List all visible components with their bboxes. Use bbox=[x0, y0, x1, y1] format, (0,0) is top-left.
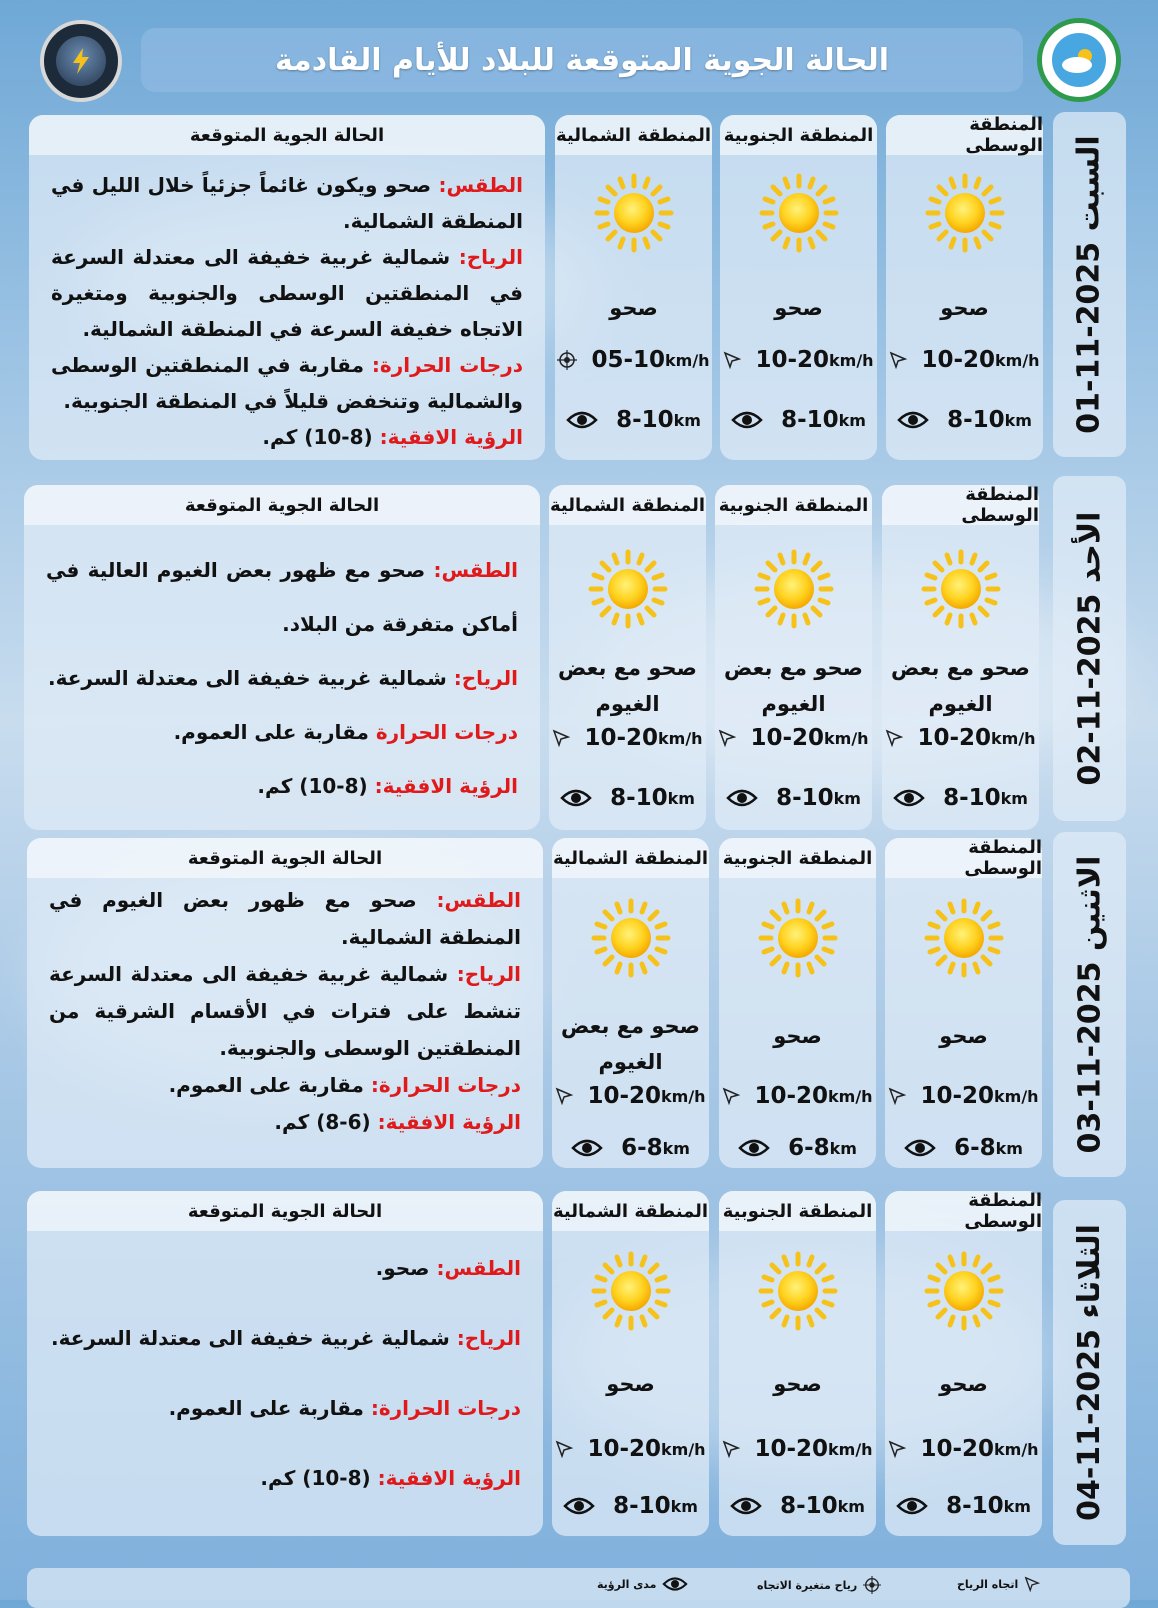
region-header: المنطقة الوسطى bbox=[886, 115, 1043, 155]
condition-text: صحو bbox=[939, 1372, 988, 1396]
wind-speed-value: 10-20 bbox=[587, 1083, 661, 1109]
weather-label: الطقس: bbox=[433, 558, 519, 582]
wind-speed-unit: km/h bbox=[828, 1086, 873, 1106]
wind-speed-unit: km/h bbox=[995, 350, 1040, 370]
wind-direction-arrow-icon bbox=[722, 1087, 740, 1105]
weather-text: صحو ويكون غائماً جزئياً خلال الليل في المنطقة الشمالية. bbox=[51, 173, 523, 233]
wind-speed-unit: km/h bbox=[994, 1439, 1039, 1459]
visibility-unit: km bbox=[833, 788, 861, 808]
wind-speed-unit: km/h bbox=[829, 350, 874, 370]
condition-text: صحو bbox=[773, 1024, 822, 1048]
visibility-value: 8-10 bbox=[781, 407, 839, 433]
visibility-unit: km bbox=[1003, 1496, 1031, 1516]
weather-dept-logo bbox=[40, 20, 122, 102]
wind-direction-arrow-icon bbox=[555, 1087, 573, 1105]
weather-text: صحو. bbox=[375, 1256, 430, 1280]
temperature-label: درجات الحرارة: bbox=[370, 1073, 521, 1097]
sun-icon bbox=[594, 173, 674, 253]
visibility bbox=[882, 785, 1039, 811]
visibility-value: 8-10 bbox=[947, 407, 1005, 433]
visibility-unit: km bbox=[1000, 788, 1028, 808]
wind-speed bbox=[549, 725, 706, 751]
sun-icon bbox=[591, 898, 671, 978]
visibility-text: (8-10) كم. bbox=[262, 425, 373, 449]
region-card-central bbox=[885, 838, 1042, 1168]
visibility bbox=[719, 1135, 876, 1161]
wind-speed bbox=[719, 1436, 876, 1462]
forecast-description bbox=[46, 543, 518, 813]
wind-text: شمالية غربية خفيفة الى معتدلة السرعة. bbox=[51, 1326, 450, 1350]
visibility-unit: km bbox=[673, 410, 701, 430]
forecast-description bbox=[51, 167, 523, 455]
eye-icon bbox=[662, 1576, 688, 1592]
visibility-unit: km bbox=[662, 1138, 690, 1158]
visibility-text: (8-10) كم. bbox=[260, 1466, 371, 1490]
temperature-text: مقاربة على العموم. bbox=[173, 720, 369, 744]
legend-visibility bbox=[597, 1576, 694, 1592]
condition-text: صحو bbox=[940, 296, 989, 320]
wind-direction-arrow-icon bbox=[723, 351, 741, 369]
region-header: المنطقة الجنوبية bbox=[719, 838, 876, 878]
region-header: المنطقة الجنوبية bbox=[715, 485, 872, 525]
forecast-description bbox=[49, 1233, 521, 1513]
wind-speed bbox=[552, 1436, 709, 1462]
visibility-value: 6-8 bbox=[621, 1135, 663, 1161]
region-header: المنطقة الشمالية bbox=[552, 838, 709, 878]
visibility-value: 8-10 bbox=[943, 785, 1001, 811]
sun-icon bbox=[758, 898, 838, 978]
condition-text: صحو مع بعض الغيوم bbox=[891, 656, 1030, 716]
legend-label: مدى الرؤية bbox=[597, 1577, 657, 1591]
eye-icon bbox=[904, 1138, 936, 1158]
eye-icon bbox=[731, 410, 763, 430]
day-date-label: الثلاثاء 2025-11-04 bbox=[1072, 1224, 1108, 1521]
forecast-description-panel bbox=[27, 1191, 543, 1536]
region-header: المنطقة الشمالية bbox=[555, 115, 712, 155]
sun-icon bbox=[591, 1251, 671, 1331]
legend-label: رياح متغيرة الاتجاه bbox=[757, 1578, 858, 1592]
wind-speed-value: 10-20 bbox=[921, 347, 995, 373]
temperature-label: درجات الحرارة: bbox=[371, 353, 524, 377]
visibility-unit: km bbox=[838, 410, 866, 430]
eye-icon bbox=[560, 788, 592, 808]
wind-speed bbox=[885, 1436, 1042, 1462]
wind-speed bbox=[719, 1083, 876, 1109]
wind-speed-unit: km/h bbox=[665, 350, 710, 370]
wind-speed-value: 10-20 bbox=[755, 347, 829, 373]
wind-label: الرياح: bbox=[453, 666, 518, 690]
visibility-value: 8-10 bbox=[613, 1493, 671, 1519]
visibility-unit: km bbox=[1004, 410, 1032, 430]
sun-icon bbox=[588, 549, 668, 629]
wind-speed-unit: km/h bbox=[661, 1439, 706, 1459]
region-header: المنطقة الجنوبية bbox=[720, 115, 877, 155]
wind-speed-unit: km/h bbox=[658, 728, 703, 748]
sun-icon bbox=[759, 173, 839, 253]
eye-icon bbox=[563, 1496, 595, 1516]
visibility-label: الرؤية الافقية: bbox=[377, 1466, 521, 1490]
region-card-central bbox=[885, 1191, 1042, 1536]
visibility-value: 8-10 bbox=[776, 785, 834, 811]
day-date-label: الأحد 2025-11-02 bbox=[1072, 511, 1107, 786]
wind-speed-value: 10-20 bbox=[587, 1436, 661, 1462]
visibility-label: الرؤية الافقية: bbox=[374, 774, 518, 798]
temperature-label: درجات الحرارة bbox=[375, 720, 518, 744]
wind-speed bbox=[882, 725, 1039, 751]
visibility-value: 8-10 bbox=[616, 407, 674, 433]
region-card-south bbox=[715, 485, 872, 830]
wind-speed-unit: km/h bbox=[991, 728, 1036, 748]
forecast-description bbox=[49, 882, 521, 1141]
eye-icon bbox=[566, 410, 598, 430]
forecast-description-panel bbox=[29, 115, 545, 460]
visibility-unit: km bbox=[829, 1138, 857, 1158]
weather-text: صحو مع ظهور بعض الغيوم العالية في أماكن متفرقة من البلاد. bbox=[46, 558, 518, 636]
region-header: المنطقة الشمالية bbox=[552, 1191, 709, 1231]
wind-text: شمالية غربية خفيفة الى معتدلة السرعة. bbox=[48, 666, 447, 690]
visibility bbox=[885, 1493, 1042, 1519]
day-label-panel bbox=[1053, 476, 1126, 821]
condition-text: صحو bbox=[609, 296, 658, 320]
forecast-description-panel bbox=[24, 485, 540, 830]
visibility bbox=[885, 1135, 1042, 1161]
wind-speed-value: 10-20 bbox=[920, 1083, 994, 1109]
variable-wind-icon bbox=[557, 350, 577, 370]
wind-speed-value: 10-20 bbox=[754, 1436, 828, 1462]
visibility-label: الرؤية الافقية: bbox=[377, 1110, 521, 1134]
wind-label: الرياح: bbox=[458, 245, 523, 269]
eye-icon bbox=[893, 788, 925, 808]
panel-header: الحالة الجوية المتوقعة bbox=[24, 485, 540, 525]
wind-direction-arrow-icon bbox=[552, 729, 570, 747]
visibility bbox=[552, 1135, 709, 1161]
sun-icon bbox=[925, 173, 1005, 253]
visibility-unit: km bbox=[995, 1138, 1023, 1158]
wind-direction-arrow-icon bbox=[722, 1440, 740, 1458]
eye-icon bbox=[571, 1138, 603, 1158]
region-card-central bbox=[882, 485, 1039, 830]
temperature-text: مقاربة على العموم. bbox=[168, 1396, 364, 1420]
wind-speed-unit: km/h bbox=[994, 1086, 1039, 1106]
panel-header: الحالة الجوية المتوقعة bbox=[29, 115, 545, 155]
condition-text: صحو bbox=[606, 1372, 655, 1396]
visibility-value: 6-8 bbox=[788, 1135, 830, 1161]
wind-direction-arrow-icon bbox=[718, 729, 736, 747]
visibility-unit: km bbox=[667, 788, 695, 808]
wind-text: شمالية غربية خفيفة الى معتدلة السرعة في المنطقتين الوسطى والجنوبية ومتغيرة الاتجاه خفيفة السرعة في المنطقة الشمالية. bbox=[51, 245, 523, 341]
wind-speed bbox=[552, 1083, 709, 1109]
wind-speed-unit: km/h bbox=[661, 1086, 706, 1106]
cloud-sun-icon bbox=[1059, 46, 1099, 74]
wind-speed-value: 10-20 bbox=[750, 725, 824, 751]
region-card-north bbox=[552, 1191, 709, 1536]
day-label-panel bbox=[1053, 1200, 1126, 1545]
wind-text: شمالية غربية خفيفة الى معتدلة السرعة تنشط على فترات في الأقسام الشرقية من المنطقتين الوسطى والجنوبية. bbox=[49, 962, 521, 1060]
sun-icon bbox=[758, 1251, 838, 1331]
temperature-text: مقاربة في المنطقتين الوسطى والشمالية وتنخفض قليلاً في المنطقة الجنوبية. bbox=[51, 353, 523, 413]
eye-icon bbox=[897, 410, 929, 430]
wind-direction-arrow-icon bbox=[889, 351, 907, 369]
wind-speed-value: 05-10 bbox=[591, 347, 665, 373]
legend-label: اتجاه الرياح bbox=[957, 1577, 1019, 1591]
legend-variable-wind bbox=[757, 1576, 887, 1594]
day-label-panel bbox=[1053, 832, 1126, 1177]
region-card-north bbox=[555, 115, 712, 460]
sun-icon bbox=[924, 1251, 1004, 1331]
wind-speed-value: 10-20 bbox=[917, 725, 991, 751]
legend-bar bbox=[27, 1568, 1130, 1608]
region-header: المنطقة الوسطى bbox=[885, 838, 1042, 878]
visibility bbox=[720, 407, 877, 433]
condition-text: صحو مع بعض الغيوم bbox=[558, 656, 697, 716]
condition-text: صحو bbox=[939, 1024, 988, 1048]
visibility bbox=[549, 785, 706, 811]
day-date-label: السبت 2025-11-01 bbox=[1072, 135, 1107, 434]
region-header: المنطقة الوسطى bbox=[885, 1191, 1042, 1231]
region-header: المنطقة الجنوبية bbox=[719, 1191, 876, 1231]
wind-label: الرياح: bbox=[456, 1326, 521, 1350]
visibility-value: 8-10 bbox=[946, 1493, 1004, 1519]
visibility-unit: km bbox=[670, 1496, 698, 1516]
forecast-description-panel bbox=[27, 838, 543, 1168]
eye-icon bbox=[726, 788, 758, 808]
sun-icon bbox=[921, 549, 1001, 629]
page-title: الحالة الجوية المتوقعة للبلاد للأيام القادمة bbox=[274, 42, 890, 78]
wind-speed bbox=[555, 347, 712, 373]
eye-icon bbox=[730, 1496, 762, 1516]
wind-speed-value: 10-20 bbox=[754, 1083, 828, 1109]
visibility-label: الرؤية الافقية: bbox=[379, 425, 523, 449]
visibility-unit: km bbox=[837, 1496, 865, 1516]
visibility bbox=[555, 407, 712, 433]
condition-text: صحو مع بعض الغيوم bbox=[724, 656, 863, 716]
wind-speed-value: 10-20 bbox=[584, 725, 658, 751]
region-card-north bbox=[549, 485, 706, 830]
wind-speed-unit: km/h bbox=[828, 1439, 873, 1459]
wind-direction-arrow-icon bbox=[885, 729, 903, 747]
wind-speed-unit: km/h bbox=[824, 728, 869, 748]
visibility bbox=[552, 1493, 709, 1519]
weather-label: الطقس: bbox=[438, 173, 523, 197]
wind-label: الرياح: bbox=[456, 962, 521, 986]
region-header: المنطقة الشمالية bbox=[549, 485, 706, 525]
region-card-south bbox=[720, 115, 877, 460]
variable-wind-icon bbox=[863, 1576, 881, 1594]
weather-label: الطقس: bbox=[436, 888, 521, 912]
region-card-north bbox=[552, 838, 709, 1168]
condition-text: صحو bbox=[774, 296, 823, 320]
meteorological-authority-logo bbox=[1037, 18, 1121, 102]
condition-text: صحو مع بعض الغيوم bbox=[561, 1014, 700, 1074]
temperature-text: مقاربة على العموم. bbox=[168, 1073, 364, 1097]
eye-icon bbox=[896, 1496, 928, 1516]
wind-speed bbox=[715, 725, 872, 751]
weather-text: صحو مع ظهور بعض الغيوم في المنطقة الشمالية. bbox=[49, 888, 521, 949]
visibility-value: 6-8 bbox=[954, 1135, 996, 1161]
visibility bbox=[719, 1493, 876, 1519]
visibility bbox=[886, 407, 1043, 433]
region-card-central bbox=[886, 115, 1043, 460]
wind-direction-arrow-icon bbox=[888, 1440, 906, 1458]
condition-text: صحو bbox=[773, 1372, 822, 1396]
panel-header: الحالة الجوية المتوقعة bbox=[27, 1191, 543, 1231]
region-header: المنطقة الوسطى bbox=[882, 485, 1039, 525]
sun-icon bbox=[924, 898, 1004, 978]
day-date-label: الاثنين 2025-11-03 bbox=[1072, 855, 1108, 1154]
visibility-value: 8-10 bbox=[610, 785, 668, 811]
region-card-south bbox=[719, 1191, 876, 1536]
wind-speed bbox=[720, 347, 877, 373]
day-label-panel bbox=[1053, 112, 1126, 457]
region-card-south bbox=[719, 838, 876, 1168]
lightning-icon bbox=[66, 46, 96, 76]
visibility bbox=[715, 785, 872, 811]
visibility-value: 8-10 bbox=[780, 1493, 838, 1519]
wind-speed-value: 10-20 bbox=[920, 1436, 994, 1462]
visibility-text: (8-10) كم. bbox=[257, 774, 368, 798]
wind-direction-arrow-icon bbox=[1024, 1576, 1040, 1592]
panel-header: الحالة الجوية المتوقعة bbox=[27, 838, 543, 878]
visibility-text: (6-8) كم. bbox=[274, 1110, 371, 1134]
header-bar bbox=[141, 28, 1023, 92]
weather-label: الطقس: bbox=[436, 1256, 521, 1280]
temperature-label: درجات الحرارة: bbox=[370, 1396, 521, 1420]
wind-speed bbox=[886, 347, 1043, 373]
eye-icon bbox=[738, 1138, 770, 1158]
wind-direction-arrow-icon bbox=[888, 1087, 906, 1105]
wind-direction-arrow-icon bbox=[555, 1440, 573, 1458]
wind-speed bbox=[885, 1083, 1042, 1109]
legend-wind-direction bbox=[957, 1576, 1046, 1592]
sun-icon bbox=[754, 549, 834, 629]
